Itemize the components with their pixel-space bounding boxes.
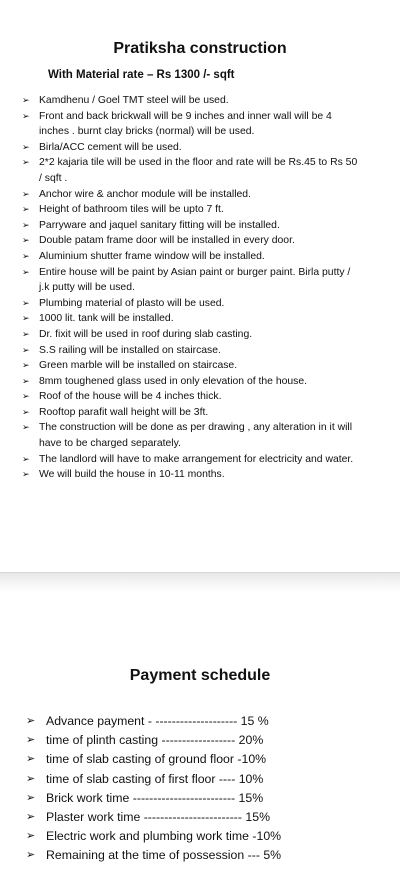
specification-item-text: Roof of the house will be 4 inches thick. bbox=[39, 391, 222, 403]
specification-item-text: 1000 lit. tank will be installed. bbox=[39, 313, 174, 325]
specification-item bbox=[22, 202, 360, 218]
payment-item bbox=[26, 808, 386, 827]
bullet-arrow-icon: ➢ bbox=[26, 830, 36, 843]
specification-item bbox=[22, 467, 360, 483]
bullet-arrow-icon: ➢ bbox=[22, 266, 30, 277]
bullet-arrow-icon: ➢ bbox=[22, 453, 30, 464]
payment-schedule-title: Payment schedule bbox=[129, 667, 271, 684]
payment-item bbox=[26, 827, 386, 846]
bullet-arrow-icon: ➢ bbox=[22, 469, 30, 480]
page-two bbox=[0, 592, 400, 889]
bullet-arrow-icon: ➢ bbox=[22, 235, 30, 246]
payment-item bbox=[26, 731, 386, 750]
specification-item bbox=[22, 389, 360, 405]
specification-item-text: Height of bathroom tiles will be upto 7 ft. bbox=[39, 204, 224, 216]
specification-item bbox=[22, 327, 360, 343]
specification-item bbox=[22, 358, 360, 374]
specification-item bbox=[22, 452, 360, 468]
bullet-arrow-icon: ➢ bbox=[26, 715, 36, 727]
specification-item bbox=[22, 296, 360, 312]
payment-item bbox=[26, 789, 386, 808]
payment-item bbox=[26, 846, 386, 865]
specification-item bbox=[22, 249, 360, 265]
specification-item bbox=[22, 109, 360, 140]
specification-item-text: Entire house will be paint by Asian paint or burger paint. Birla putty / j.k putty will be used. bbox=[39, 266, 351, 294]
payment-item bbox=[26, 770, 386, 789]
specification-item-text: Birla/ACC cement will be used. bbox=[39, 141, 182, 153]
payment-item-text: time of slab casting of ground floor -10% bbox=[46, 752, 267, 767]
specification-item bbox=[22, 265, 360, 296]
bullet-arrow-icon: ➢ bbox=[22, 157, 30, 168]
bullet-arrow-icon: ➢ bbox=[22, 344, 30, 355]
specification-item bbox=[22, 233, 360, 249]
bullet-arrow-icon: ➢ bbox=[22, 250, 30, 261]
bullet-arrow-icon: ➢ bbox=[22, 297, 30, 308]
bullet-arrow-icon: ➢ bbox=[26, 772, 36, 785]
payment-item-text: time of plinth casting ------------------ 20% bbox=[46, 733, 264, 748]
bullet-arrow-icon: ➢ bbox=[26, 849, 36, 862]
bullet-arrow-icon: ➢ bbox=[26, 811, 36, 824]
specification-item bbox=[22, 140, 360, 156]
payment-item-text: Electric work and plumbing work time -10% bbox=[46, 829, 282, 844]
specification-item-text: The landlord will have to make arrangement for electricity and water. bbox=[39, 453, 354, 465]
bullet-arrow-icon: ➢ bbox=[22, 422, 30, 433]
bullet-arrow-icon: ➢ bbox=[22, 360, 30, 371]
specification-item bbox=[22, 311, 360, 327]
bullet-arrow-icon: ➢ bbox=[26, 753, 36, 766]
specification-item bbox=[22, 374, 360, 390]
bullet-arrow-icon: ➢ bbox=[22, 313, 30, 324]
specification-item-text: Rooftop parafit wall height will be 3ft. bbox=[39, 406, 209, 418]
bullet-arrow-icon: ➢ bbox=[22, 188, 30, 199]
specification-item-text: Parryware and jaquel sanitary fitting will be installed. bbox=[39, 219, 280, 231]
specification-item-text: Kamdhenu / Goel TMT steel will be used. bbox=[39, 95, 229, 106]
bullet-arrow-icon: ➢ bbox=[26, 734, 36, 747]
specification-item bbox=[22, 420, 360, 451]
payment-item bbox=[26, 712, 386, 731]
bullet-arrow-icon: ➢ bbox=[22, 141, 30, 152]
bullet-arrow-icon: ➢ bbox=[22, 375, 30, 386]
specification-item bbox=[22, 187, 360, 203]
bullet-arrow-icon: ➢ bbox=[22, 204, 30, 215]
specification-item-text: Green marble will be installed on staircase. bbox=[39, 360, 238, 372]
specification-item-text: Double patam frame door will be installed in every door. bbox=[39, 235, 295, 247]
page-separator bbox=[0, 572, 400, 593]
specification-item-text: Anchor wire & anchor module will be installed. bbox=[39, 188, 251, 200]
payment-schedule-list bbox=[26, 712, 386, 866]
specification-item-text: Front and back brickwall will be 9 inches and inner wall will be 4 inches . burnt clay bricks (normal) will be used. bbox=[39, 110, 332, 138]
specification-item bbox=[22, 218, 360, 234]
specification-item-text: 8mm toughened glass used in only elevation of the house. bbox=[39, 375, 308, 387]
specification-item bbox=[22, 405, 360, 421]
payment-item bbox=[26, 750, 386, 769]
payment-item-text: Brick work time ------------------------- 15% bbox=[46, 790, 264, 805]
payment-item-text: Advance payment - -------------------- 15 % bbox=[46, 714, 269, 728]
specification-list bbox=[22, 93, 360, 483]
payment-item-text: Remaining at the time of possession --- 5% bbox=[46, 848, 282, 863]
bullet-arrow-icon: ➢ bbox=[22, 95, 30, 105]
bullet-arrow-icon: ➢ bbox=[26, 791, 36, 804]
document-title: Pratiksha construction bbox=[113, 40, 287, 57]
specification-item bbox=[22, 93, 360, 109]
payment-item-text: Plaster work time ------------------------ 15% bbox=[46, 810, 271, 825]
specification-item-text: We will build the house in 10-11 months. bbox=[39, 469, 225, 481]
specification-item-text: Aluminium shutter frame window will be installed. bbox=[39, 250, 265, 262]
bullet-arrow-icon: ➢ bbox=[22, 110, 30, 121]
rate-line: With Material rate – Rs 1300 /- sqft bbox=[48, 69, 235, 81]
specification-item bbox=[22, 155, 360, 186]
specification-item-text: The construction will be done as per drawing , any alteration in it will have to be charged separately. bbox=[39, 422, 353, 450]
specification-item-text: 2*2 kajaria tile will be used in the floor and rate will be Rs.45 to Rs 50 / sqft . bbox=[39, 157, 358, 184]
specification-item-text: Dr. fixit will be used in roof during slab casting. bbox=[39, 328, 253, 340]
bullet-arrow-icon: ➢ bbox=[22, 406, 30, 417]
specification-item-text: Plumbing material of plasto will be used. bbox=[39, 297, 225, 309]
bullet-arrow-icon: ➢ bbox=[22, 328, 30, 339]
bullet-arrow-icon: ➢ bbox=[22, 219, 30, 230]
payment-item-text: time of slab casting of first floor ---- 10% bbox=[46, 771, 264, 786]
specification-item-text: S.S railing will be installed on staircase. bbox=[39, 344, 221, 356]
specification-item bbox=[22, 343, 360, 359]
bullet-arrow-icon: ➢ bbox=[22, 391, 30, 402]
